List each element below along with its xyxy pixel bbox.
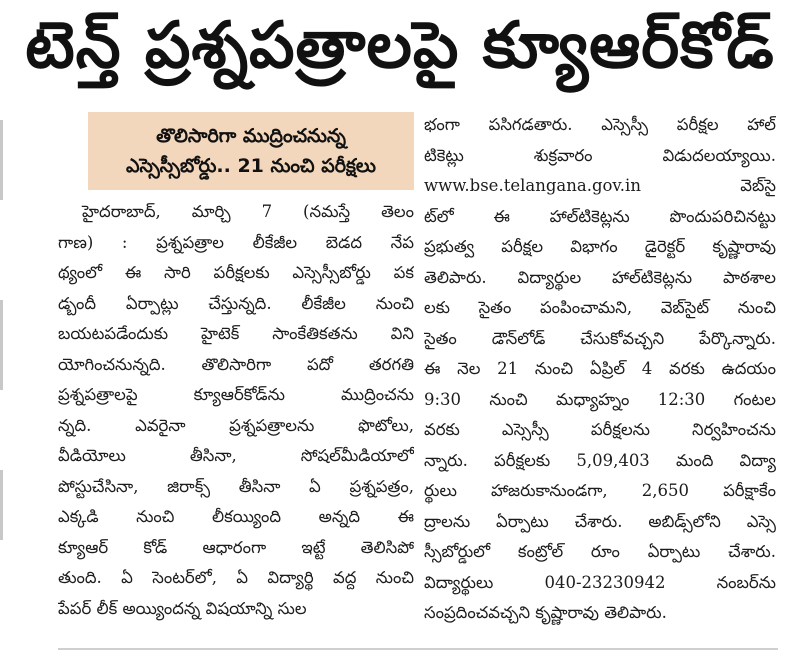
article-headline: టెన్త్ ప్రశ్నపత్రాలపై క్యూఆర్‌కోడ్ <box>25 8 775 83</box>
column-text-line: క్యూఆర్‌ కోడ్‌ ఆధారంగా ఇట్టే తెలిసిపో <box>58 537 414 557</box>
column-text-line: సైతం డౌన్‌లోడ్‌ చేసుకోవచ్చని పేర్కొన్నారు. <box>424 328 776 348</box>
bottom-divider <box>58 648 778 650</box>
column-text-line: www.bse.telangana.gov.in వెబ్‌సై <box>424 176 776 195</box>
column-text-line: ఎక్కడి నుంచి లీకయ్యింది అన్నది ఈ <box>58 507 414 526</box>
column-text-line: న్నారు. పరీక్షలకు 5,09,403 మంది విద్యా <box>424 450 776 470</box>
column-text-line: యోగించనున్నది. తొలిసారిగా పదో తరగతి <box>58 354 414 374</box>
article-subheadline-box <box>88 112 414 190</box>
column-text-line: వీడియోలు తీసినా, సోషల్‌మీడియాలో <box>58 446 414 465</box>
column-text-line: ట్‌లో ఈ హాల్‌టికెట్లను పొందుపరిచినట్టు <box>424 206 776 226</box>
column-text-line: లకు సైతం పంపించామని, వెబ్‌సైట్‌ నుంచి <box>424 298 776 317</box>
column-text-line: టికెట్లు శుక్రవారం విడుదలయ్యాయి. <box>424 145 776 165</box>
column-text-line: విద్యార్థులు 040-23230942 నంబర్‌ను <box>424 572 776 592</box>
article-right-column <box>424 110 776 629</box>
column-text-line: హైదరాబాద్‌, మార్చి 7 (నమస్తే తెలం <box>82 202 414 221</box>
column-text-line: పేపర్‌ లీక్‌ అయ్యిందన్న విషయాన్ని సుల <box>58 598 307 618</box>
column-text-line: పోస్టుచేసినా, జిరాక్స్‌ తీసినా ఏ ప్రశ్నపత్రం, <box>58 476 414 496</box>
column-text-line: థ్యంలో ఈ సారి పరీక్షలకు ఎస్సెస్సీబోర్డు పక <box>58 263 414 282</box>
page-edge-mark-mid <box>0 300 3 390</box>
column-text-line: న్నది. ఎవరైనా ప్రశ్నపత్రాలను ఫొటోలు, <box>58 415 414 435</box>
article-left-column <box>58 197 414 624</box>
column-text-line: ప్రశ్నపత్రాలపై క్యూఆర్‌కోడ్‌ను ముద్రించను <box>58 385 414 404</box>
column-text-line: ప్రభుత్వ పరీక్షల విభాగం డైరెక్టర్‌ కృష్ణారావు <box>424 237 776 256</box>
column-text-line: 9:30 నుంచి మధ్యాహ్నం 12:30 గంటల <box>424 389 776 409</box>
page-edge-mark-top <box>0 120 3 200</box>
subheadline-line-2: ఎస్సెస్సీబోర్డు.. 21 నుంచి పరీక్షలు <box>126 155 376 177</box>
column-text-line: గాణ) : ప్రశ్నపత్రాల లీకేజీల బెడద నేప <box>58 232 414 252</box>
column-text-line: బయటపడేందుకు హైటెక్‌ సాంకేతికతను విని <box>58 324 414 343</box>
page-edge-mark-bottom <box>0 470 3 540</box>
column-text-line: స్సీబోర్డులో కంట్రోల్‌ రూం ఏర్పాటు చేశారు. <box>424 542 776 561</box>
column-text-line: తుంది. ఏ సెంటర్‌లో, ఏ విద్యార్థి వద్ద నుంచి <box>58 568 414 587</box>
column-text-line: ద్రాలను ఏర్పాటు చేశారు. అబిడ్స్‌లోని ఎస్సె <box>424 511 776 531</box>
column-text-line: తెలిపారు. విద్యార్థుల హాల్‌టికెట్లను పాఠశాల <box>424 267 776 287</box>
subheadline-line-1: తొలిసారిగా ముద్రించనున్న <box>156 125 346 147</box>
column-text-line: ఈ నెల 21 నుంచి ఏప్రిల్‌ 4 వరకు ఉదయం <box>424 359 776 378</box>
column-text-line: భంగా పసిగడతారు. ఎస్సెస్సీ పరీక్షల హాల్‌ <box>424 115 776 134</box>
column-text-line: డ్బందీ ఏర్పాట్లు చేస్తున్నది. లీకేజీల నుంచి <box>58 293 414 313</box>
column-text-line: ర్థులు హాజరుకానుండగా, 2,650 పరీక్షాకేం <box>424 481 776 500</box>
column-text-line: వరకు ఎస్సెస్సీ పరీక్షలను నిర్వహించను <box>424 420 776 439</box>
column-text-line: సంప్రదించవచ్చని కృష్ణారావు తెలిపారు. <box>424 603 667 622</box>
